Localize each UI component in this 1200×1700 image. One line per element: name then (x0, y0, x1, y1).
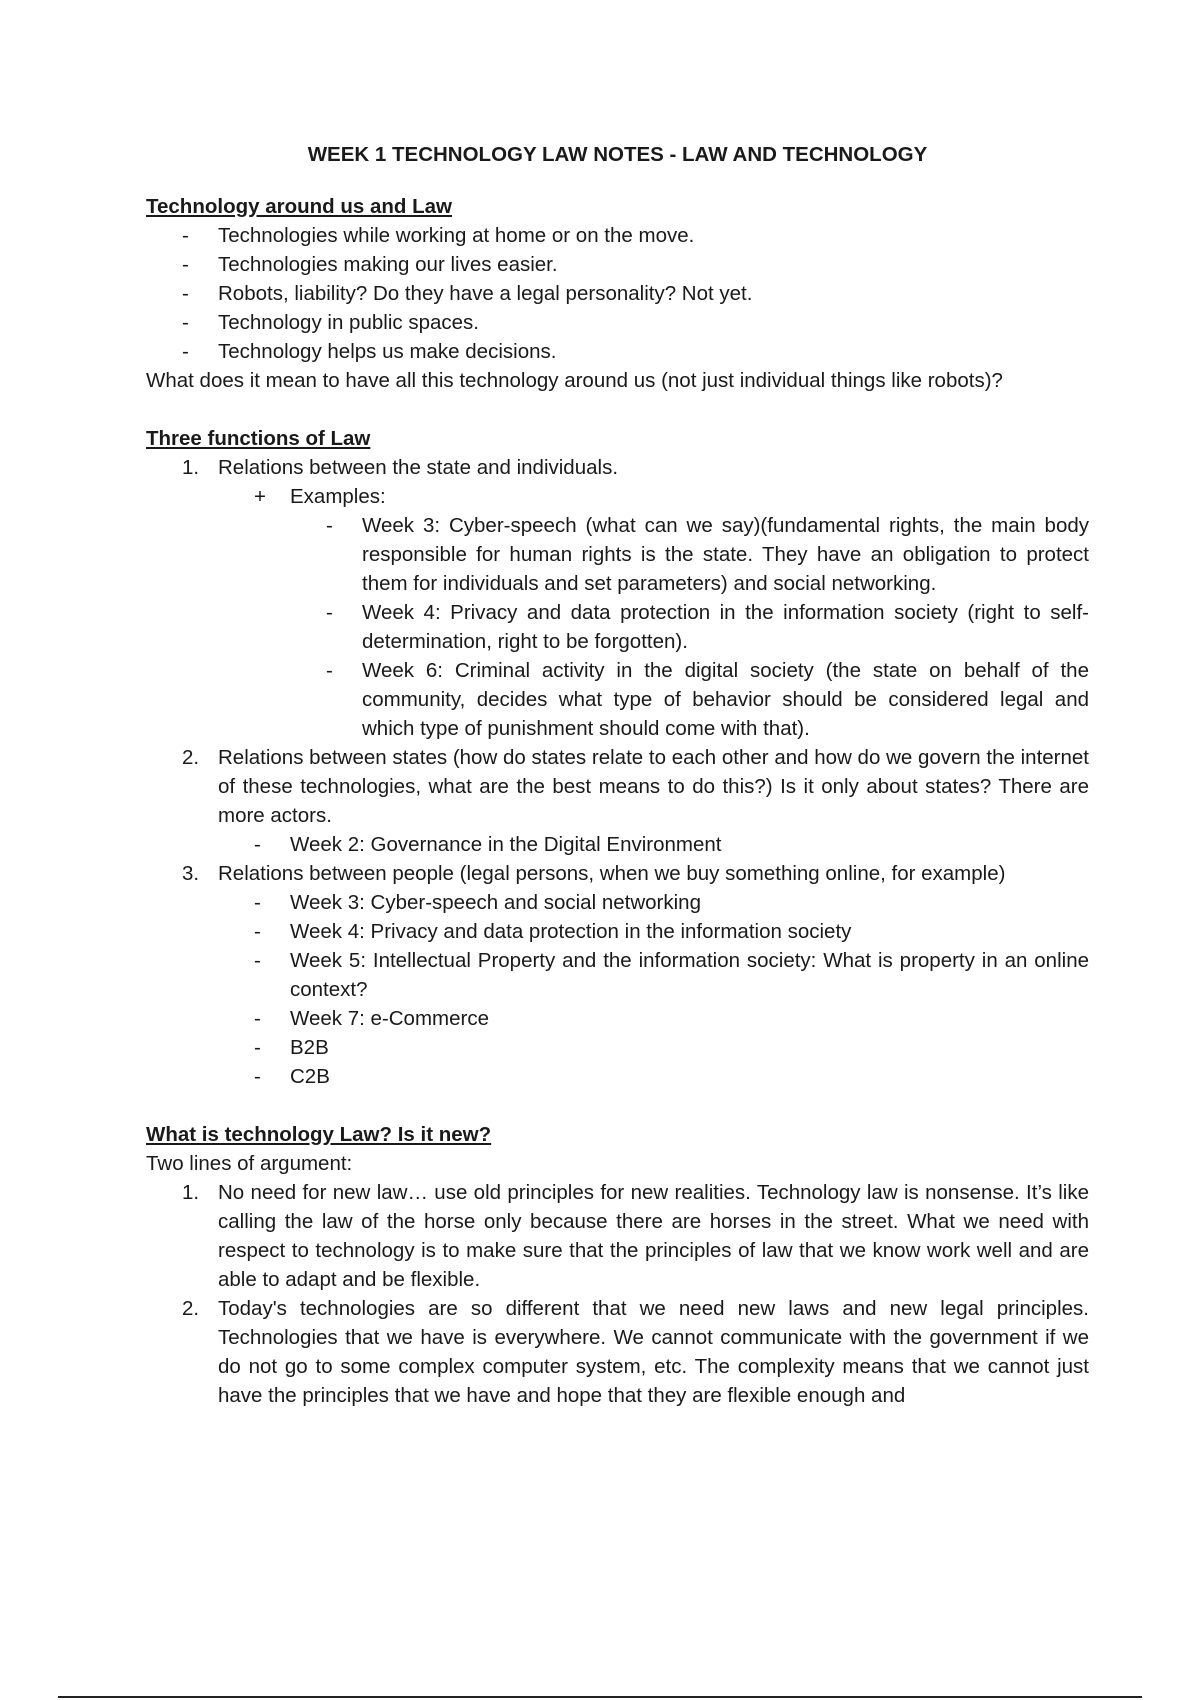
list-item (146, 1062, 1089, 1091)
list-item (146, 279, 1089, 308)
list-item-text: Technology in public spaces. (218, 311, 479, 334)
list-item-text: Technology helps us make decisions. (218, 340, 557, 363)
dash-marker: - (254, 949, 261, 972)
numbered-item (146, 743, 1089, 830)
document-page (146, 140, 1089, 1410)
list-item (146, 1004, 1089, 1033)
list-item-text: Week 6: Criminal activity in the digital society (the state on behalf of the community, decides what type of behavior should be considered legal and which type of punishment should come with that). (362, 659, 1089, 740)
list-item (146, 598, 1089, 656)
list-item-text: Week 7: e-Commerce (290, 1007, 489, 1030)
paragraph: What does it mean to have all this technology around us (not just individual things like robots)? (146, 369, 1003, 392)
dash-marker: - (254, 1007, 261, 1030)
numbered-item (146, 859, 1089, 888)
dash-marker: - (254, 891, 261, 914)
list-item-text: Relations between states (how do states relate to each other and how do we govern the internet of these technologies, what are the best means to do this?) Is it only about states? There are more actors. (218, 746, 1089, 827)
dash-marker: - (254, 920, 261, 943)
item-number: 2. (182, 746, 200, 769)
list-item-text: Week 5: Intellectual Property and the information society: What is property in an online context? (290, 949, 1089, 1001)
spacer (146, 395, 1089, 424)
dash-marker: - (254, 1065, 261, 1088)
section-heading-three-functions: Three functions of Law (146, 427, 371, 450)
list-item (146, 308, 1089, 337)
dash-marker: - (326, 601, 333, 624)
page-bottom-rule (58, 1696, 1142, 1698)
dash-marker: - (182, 224, 189, 247)
list-item-text: Today's technologies are so different that we need new laws and new legal principles. Technologies that we have is everywhere. We cannot communicate with the government if we do not go to some complex computer system, etc. The complexity means that we cannot just have the principles that we have and hope that they are flexible enough and (218, 1297, 1089, 1407)
list-item-text: Week 3: Cyber-speech and social networking (290, 891, 701, 914)
list-item (146, 946, 1089, 1004)
section-heading-technology-around-us: Technology around us and Law (146, 195, 452, 218)
dash-marker: - (326, 659, 333, 682)
item-number: 1. (182, 456, 200, 479)
list-item (146, 888, 1089, 917)
list-item-text: B2B (290, 1036, 329, 1059)
paragraph: Two lines of argument: (146, 1152, 353, 1175)
spacer (146, 1091, 1089, 1120)
dash-marker: - (182, 311, 189, 334)
item-number: 1. (182, 1181, 200, 1204)
numbered-item (146, 1294, 1089, 1410)
list-item-text: Week 4: Privacy and data protection in the information society (290, 920, 852, 943)
list-item (146, 511, 1089, 598)
dash-marker: - (182, 340, 189, 363)
list-item (146, 221, 1089, 250)
plus-marker: + (254, 485, 266, 508)
list-item-text: No need for new law… use old principles for new realities. Technology law is nonsense. It’s like calling the law of the horse only because there are horses in the street. What we need with respect to technology is to make sure that the principles of law that we know work well and are able to adapt and be flexible. (218, 1181, 1089, 1291)
dash-marker: - (326, 514, 333, 537)
item-number: 2. (182, 1297, 200, 1320)
list-item-text: Relations between the state and individuals. (218, 456, 619, 479)
list-item (146, 830, 1089, 859)
list-item-text: Robots, liability? Do they have a legal personality? Not yet. (218, 282, 753, 305)
list-item-text: Relations between people (legal persons, when we buy something online, for example) (218, 862, 1006, 885)
dash-marker: - (254, 1036, 261, 1059)
list-item (146, 337, 1089, 366)
list-item-text: Technologies while working at home or on the move. (218, 224, 695, 247)
list-item-text: Week 2: Governance in the Digital Environment (290, 833, 722, 856)
list-item (146, 917, 1089, 946)
list-item (146, 1033, 1089, 1062)
list-item-text: Week 3: Cyber-speech (what can we say)(fundamental rights, the main body responsible for human rights is the state. They have an obligation to protect them for individuals and set parameters) and social networking. (362, 514, 1089, 595)
list-item-text: Technologies making our lives easier. (218, 253, 558, 276)
list-item (146, 250, 1089, 279)
list-item (146, 482, 1089, 511)
section-heading-what-is-technology-law: What is technology Law? Is it new? (146, 1123, 492, 1146)
list-item-text: C2B (290, 1065, 330, 1088)
dash-marker: - (254, 833, 261, 856)
numbered-item (146, 453, 1089, 482)
page-title: WEEK 1 TECHNOLOGY LAW NOTES - LAW AND TECHNOLOGY (307, 143, 928, 166)
numbered-item (146, 1178, 1089, 1294)
dash-marker: - (182, 282, 189, 305)
list-item-text: Week 4: Privacy and data protection in the information society (right to self-determination, right to be forgotten). (362, 601, 1089, 653)
dash-marker: - (182, 253, 189, 276)
list-item (146, 656, 1089, 743)
list-item-text: Examples: (290, 485, 386, 508)
item-number: 3. (182, 862, 200, 885)
